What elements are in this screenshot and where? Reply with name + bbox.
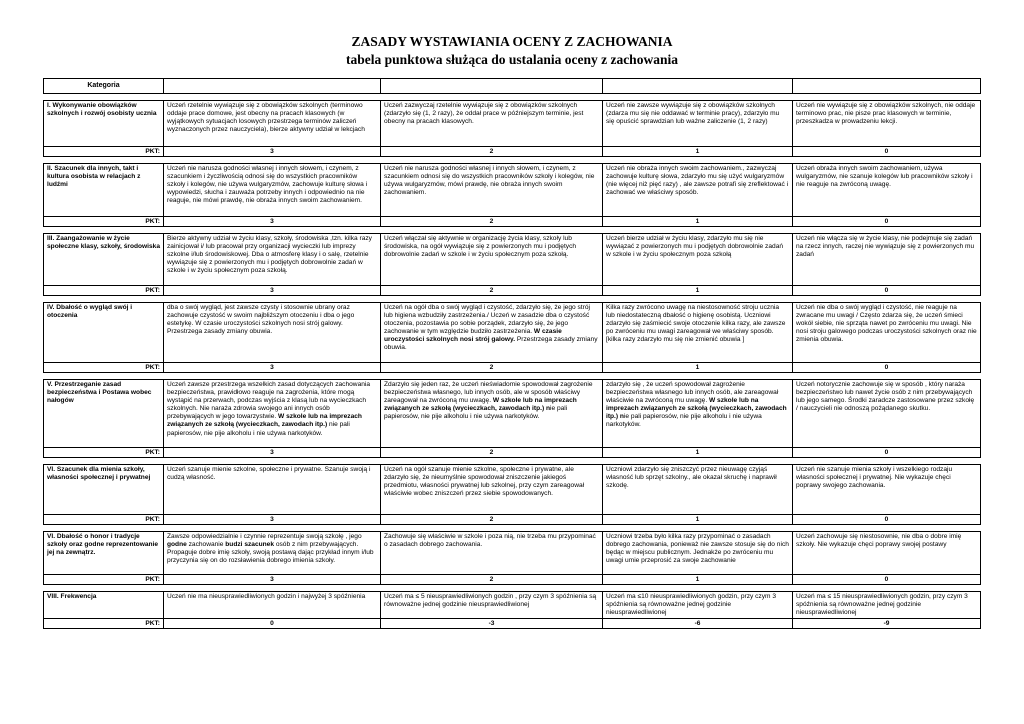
category-row — [44, 380, 981, 448]
criteria-cell-2: Uczeń na ogół szanuje mienie szkolne, społeczne i prywatne, ale zdarzyło się, że nieumyślnie spowodował zniszczenie jakiegoś przedmiotu, własności prywatnej lub szkolnej, przy czym zareagował właściwie wobec zniszczeń przez siebie spowodowanych. — [381, 465, 603, 515]
points-value: 1 — [603, 515, 793, 525]
points-value: 3 — [164, 147, 381, 157]
category-label: VI. Dbałość o honor i tradycje szkoły oraz godne reprezentowanie jej na zewnątrz. — [44, 532, 164, 575]
criteria-cell-0: Uczeń obraża innych swoim zachowaniem, używa wulgaryzmów, nie szanuje kolegów lub pracowników szkoły i nie reaguje na zwróconą uwagę. — [793, 164, 981, 217]
criteria-cell-3: Uczeń zawsze przestrzega wszelkich zasad dotyczących zachowania bezpieczeństwa, prawidłowo reaguje na zagrożenia, które mogą wystąpić na przerwach, podczas wyjścia z klasą lub na wycieczkach szkolnych. Nie naraża zdrowia swojego ani innych osób przebywających w jego towarzystwie. W szkole lub na imprezach związanych ze szkołą (wycieczkach, zawodach itp.) nie pali papierosów, nie pije alkoholu i nie używa narkotyków. — [164, 380, 381, 448]
points-value: 0 — [793, 147, 981, 157]
points-label: PKT: — [44, 448, 164, 458]
criteria-cell-3: Uczeń nie narusza godności własnej i innych słowem, i czynem, z szacunkiem i życzliwością odnosi się do wszystkich pracowników szkoły i kolegów, nie używa wulgaryzmów, zachowuje kulturę słowa i wypowiedzi, słucha i zauważa potrzeby innych i odpowiednio na nie reaguje, nie mówi prawdę, nie obraża innych swoim zachowaniem. — [164, 164, 381, 217]
criteria-cell-3: Zawsze odpowiedzialnie i czynnie reprezentuje swoją szkołę , jego godne zachowanie budzi szacunek osób z nim przebywających. Propaguje dobre imię szkoły, swoją postawą dając przykład innym i/lub przyczynia się on do rozsławienia dobrego imienia szkoły. — [164, 532, 381, 575]
category-row — [44, 101, 981, 147]
points-value: 0 — [793, 363, 981, 373]
category-label: VI. Szacunek dla mienia szkoły, własności społecznej i prywatnej — [44, 465, 164, 515]
points-label: PKT: — [44, 286, 164, 296]
category-row — [44, 303, 981, 363]
criteria-cell-1: zdarzyło się , że uczeń spowodował zagrożenie bezpieczeństwa własnego lub innych osób, ale zareagował właściwie na zwróconą mu uwagę. W szkole lub na imprezach związanych ze szkołą (wycieczkach, zawodach itp.) nie pali papierosów, nie pije alkoholu i nie używa narkotyków. — [603, 380, 793, 448]
category-label: V. Przestrzeganie zasad bezpieczeństwa i Postawa wobec nałogów — [44, 380, 164, 448]
points-value: 1 — [603, 217, 793, 227]
points-value: 0 — [793, 515, 981, 525]
criteria-cell-0: Uczeń notorycznie zachowuje się w sposób , który naraża bezpieczeństwo lub nawet życie osób z nim przebywających lub jego samego. Środki zaradcze zastosowane przez szkołę / nauczycieli nie odnoszą pożądanego skutku. — [793, 380, 981, 448]
criteria-cell-3: Uczeń rzetelnie wywiązuje się z obowiązków szkolnych (terminowo oddaje prace domowe, jest obecny na pracach klasowych (w wyjątkowych sytuacjach losowych przestrzega terminów zaliczeń wyznaczonych przez nauczyciela), bierze aktywny udział w lekcjach — [164, 101, 381, 147]
points-value: 0 — [793, 217, 981, 227]
category-row — [44, 465, 981, 515]
criteria-cell-0: Uczeń nie szanuje mienia szkoły i wszelkiego rodzaju własności społecznej i prywatnej. Nie wykazuje chęci poprawy swojego zachowania. — [793, 465, 981, 515]
category-label: II. Szacunek dla innych, takt i kultura osobista w relacjach z ludźmi — [44, 164, 164, 217]
category-label: VIII. Frekwencja — [44, 592, 164, 619]
header-empty-cell — [603, 79, 793, 94]
page-subtitle: tabela punktowa służąca do ustalania oceny z zachowania — [346, 52, 678, 67]
criteria-cell-0: Uczeń nie włącza się w życie klasy, nie podejmuje się zadań na rzecz innych, raczej nie wywiązuje się z powierzonych mu zadań — [793, 234, 981, 286]
points-value: 1 — [603, 448, 793, 458]
points-value: 1 — [603, 575, 793, 585]
criteria-cell-2: Uczeń zazwyczaj rzetelnie wywiązuje się z obowiązków szkolnych (zdarzyło się (1, 2 razy), że oddał prace w późniejszym terminie, jest obecny na pracach klasowych. — [381, 101, 603, 147]
points-value: -6 — [603, 619, 793, 629]
header-kategoria: Kategoria — [44, 79, 164, 94]
points-row — [44, 515, 981, 525]
points-value: 0 — [793, 286, 981, 296]
criteria-cell-0: Uczeń nie wywiązuje się z obowiązków szkolnych, nie oddaje terminowo prac, nie pisze prac klasowych w terminie, przeszkadza w prowadzeniu lekcji. — [793, 101, 981, 147]
header-empty-cell — [164, 79, 381, 94]
points-value: 0 — [793, 575, 981, 585]
points-value: 1 — [603, 286, 793, 296]
points-label: PKT: — [44, 575, 164, 585]
points-row — [44, 217, 981, 227]
points-value: 1 — [603, 363, 793, 373]
points-row — [44, 619, 981, 629]
points-value: 3 — [164, 217, 381, 227]
points-row — [44, 286, 981, 296]
criteria-cell-1: Uczniowi trzeba było kilka razy przypominać o zasadach dobrego zachowania, ponieważ nie zawsze stosuje się do nich będąc w miejscu publicznym. Jednakże po zwróceniu mu uwagi umie przeprosić za swoje zachowanie — [603, 532, 793, 575]
criteria-cell-0: Uczeń ma ≤ 15 nieusprawiedliwionych godzin, przy czym 3 spóźnienia są równoważne jednej godzinie nieusprawiedliwionej — [793, 592, 981, 619]
category-label: III. Zaangażowanie w życie społeczne klasy, szkoły, środowiska — [44, 234, 164, 286]
points-label: PKT: — [44, 217, 164, 227]
criteria-cell-3: dba o swój wygląd, jest zawsze czysty i stosownie ubrany oraz zachowuje czystość w swoim najbliższym otoczeniu i dba o jego estetykę. W czasie uroczystości szkolnych nosi strój galowy. Przestrzega zasady zmiany obuwia. — [164, 303, 381, 363]
criteria-cell-2: Uczeń na ogół dba o swój wygląd i czystość, zdarzyło się, że jego strój lub higiena wzbudziły zastrzeżenia./ Uczeń w zasadzie dba o czystość otoczenia, pozostawia po sobie porządek, zdarzyło się, że jego zachowanie w tym względzie budziło zastrzeżenia. W czasie uroczystości szkolnych nosi strój galowy. Przestrzega zasady zmiany obuwia. — [381, 303, 603, 363]
criteria-cell-2: Zachowuje się właściwie w szkole i poza nią, nie trzeba mu przypominać o zasadach dobrego zachowania. — [381, 532, 603, 575]
criteria-cell-1: Uczniowi zdarzyło się zniszczyć przez nieuwagę czyjąś własność lub sprzęt szkolny., ale okazał skruchę i naprawił szkodę. — [603, 465, 793, 515]
points-value: 2 — [381, 286, 603, 296]
criteria-cell-1: Kilka razy zwrócono uwagę na niestosowność stroju ucznia lub niedostateczną dbałość o higienę osobistą. Uczniowi zdarzyło się zaśmiecić swoje otoczenie kilka razy, ale zawsze po zwróceniu mu uwagi zareagował we właściwy sposób. [kilka razy zdarzyło mu się nie zmienić obuwia ] — [603, 303, 793, 363]
points-value: 1 — [603, 147, 793, 157]
criteria-cell-2: Uczeń nie narusza godności własnej i innych słowem, i czynem, z szacunkiem odnosi się do wszystkich pracowników szkoły i kolegów, nie używa wulgaryzmów, mówi prawdę, nie obraża innych swoim zachowaniem. — [381, 164, 603, 217]
table-header-row — [44, 79, 981, 94]
points-value: 3 — [164, 363, 381, 373]
grading-table-wrapper — [43, 78, 980, 629]
criteria-cell-3: Uczeń szanuje mienie szkolne, społeczne i prywatne. Szanuje swoją i cudzą własność. — [164, 465, 381, 515]
points-value: 0 — [164, 619, 381, 629]
criteria-cell-3: Uczeń nie ma nieusprawiedliwionych godzin i najwyżej 3 spóźnienia — [164, 592, 381, 619]
criteria-cell-2: Uczeń ma ≤ 5 nieusprawiedliwionych godzin , przy czym 3 spóźnienia są równoważne jednej godzinie nieusprawiedliwionej — [381, 592, 603, 619]
category-row — [44, 164, 981, 217]
points-label: PKT: — [44, 147, 164, 157]
points-row — [44, 575, 981, 585]
points-value: -9 — [793, 619, 981, 629]
points-value: -3 — [381, 619, 603, 629]
criteria-cell-0: Uczeń nie dba o swój wygląd i czystość, nie reaguje na zwracane mu uwagi / Często zdarza się, że uczeń śmieci wokół siebie, nie sprząta nawet po zwróceniu mu uwagi. Nie nosi stroju galowego podczas uroczystości szkolnych oraz nie zmienia obuwia. — [793, 303, 981, 363]
points-row — [44, 147, 981, 157]
points-value: 3 — [164, 448, 381, 458]
points-value: 3 — [164, 575, 381, 585]
page-title: ZASADY WYSTAWIANIA OCENY Z ZACHOWANIA — [351, 34, 673, 49]
category-label: IV. Dbałość o wygląd swój i otoczenia — [44, 303, 164, 363]
points-value: 2 — [381, 515, 603, 525]
header-empty-cell — [793, 79, 981, 94]
points-label: PKT: — [44, 619, 164, 629]
points-value: 2 — [381, 363, 603, 373]
points-row — [44, 363, 981, 373]
points-value: 2 — [381, 217, 603, 227]
points-row — [44, 448, 981, 458]
criteria-cell-2: Uczeń włączał się aktywnie w organizację życia klasy, szkoły lub środowiska, na ogół wywiązuje się z powierzonych mu i podjętych dobrowolnie zadań w szkole i w życiu społecznym poza szkołą. — [381, 234, 603, 286]
criteria-cell-1: Uczeń bierze udział w życiu klasy, zdarzyło mu się nie wywiązać z powierzonych mu i podjętych dobrowolnie zadań w szkole i w życiu społecznym poza szkołą — [603, 234, 793, 286]
header-empty-cell — [381, 79, 603, 94]
points-label: PKT: — [44, 515, 164, 525]
category-row — [44, 234, 981, 286]
category-label: I. Wykonywanie obowiązków szkolnych i rozwój osobisty ucznia — [44, 101, 164, 147]
category-row — [44, 592, 981, 619]
points-value: 0 — [793, 448, 981, 458]
criteria-cell-0: Uczeń zachowuje się niestosownie, nie dba o dobre imię szkoły. Nie wykazuje chęci poprawy swojej postawy — [793, 532, 981, 575]
criteria-cell-1: Uczeń nie obraża innych swoim zachowaniem., zazwyczaj zachowuje kulturę słowa, zdarzyło mu się użyć wulgaryzmów (nie więcej niż pięć razy) , ale zawsze potrafi się zreflektować i zachować we właściwy sposób. — [603, 164, 793, 217]
criteria-cell-1: Uczeń ma ≤10 nieusprawiedliwionych godzin, przy czym 3 spóźnienia są równoważne jednej godzinie nieusprawiedliwionej — [603, 592, 793, 619]
points-value: 3 — [164, 515, 381, 525]
grading-table — [43, 78, 981, 629]
criteria-cell-2: Zdarzyło się jeden raz, że uczeń nieświadomie spowodował zagrożenie bezpieczeństwa własnego, lub innych osób, ale w sposób właściwy zareagował na zwróconą mu uwagę. W szkole lub na imprezach związanych ze szkołą (wycieczkach, zawodach itp.) nie pali papierosów, nie pije alkoholu i nie używa narkotyków. — [381, 380, 603, 448]
category-row — [44, 532, 981, 575]
criteria-cell-1: Uczeń nie zawsze wywiązuje się z obowiązków szkolnych (zdarza mu się nie oddawać w terminie pracy), zdarzyło mu się opuścić sprawdzian lub ważne zaliczenie (1, 2 razy) — [603, 101, 793, 147]
points-label: PKT: — [44, 363, 164, 373]
criteria-cell-3: Bierze aktywny udział w życiu klasy, szkoły, środowiska ,tzn. kilka razy zainicjował i/ lub pracował przy organizacji wycieczki lub imprezy szkolne i/lub środowiskowej. Dba o atmosferę klasy i o salę, rzetelnie wywiązuje się z powierzonych mu i podjętych dobrowolnie zadań w szkole i w życiu społecznym poza szkołą. — [164, 234, 381, 286]
points-value: 2 — [381, 147, 603, 157]
points-value: 3 — [164, 286, 381, 296]
points-value: 2 — [381, 575, 603, 585]
points-value: 2 — [381, 448, 603, 458]
